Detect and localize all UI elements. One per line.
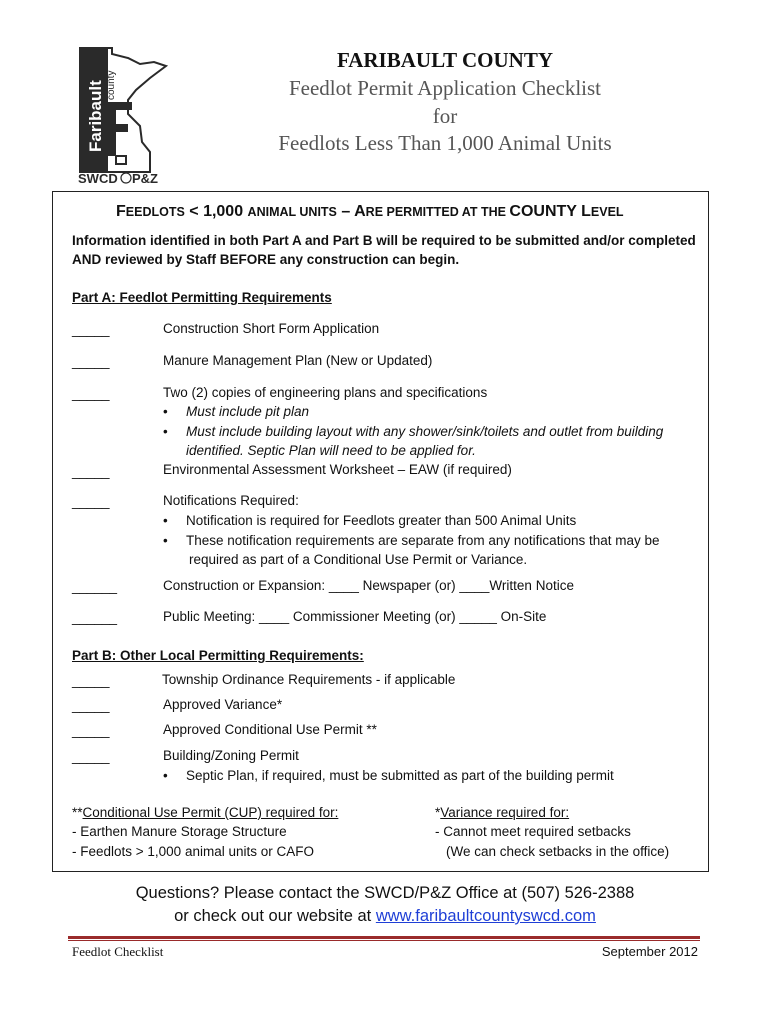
county-title: FARIBAULT COUNTY bbox=[336, 48, 554, 72]
bullet-notification-500: Notification is required for Feedlots greater than 500 Animal Units bbox=[186, 513, 577, 528]
blank-line[interactable]: _____ bbox=[72, 464, 110, 479]
item-eaw: Environmental Assessment Worksheet – EAW (if required) bbox=[163, 462, 512, 477]
part-b-title: Part B: Other Local Permitting Requirements: bbox=[72, 648, 364, 663]
logo-ampersand-circle bbox=[121, 173, 131, 183]
bullet-dot: • bbox=[163, 768, 168, 783]
bullet-dot: • bbox=[163, 424, 168, 439]
blank-line[interactable]: _____ bbox=[72, 723, 110, 738]
permit-level-heading: FEEDLOTS < 1,000 ANIMAL UNITS – ARE PERMITTED AT THE COUNTY LEVEL bbox=[116, 203, 624, 220]
logo-brand-text: Faribault bbox=[86, 80, 105, 152]
blank-line[interactable]: _____ bbox=[72, 749, 110, 764]
bullet-dot: • bbox=[163, 533, 168, 548]
bullet-dot: • bbox=[163, 513, 168, 528]
item-township-ordinance: Township Ordinance Requirements - if applicable bbox=[162, 672, 456, 687]
cup-note-earthen: - Earthen Manure Storage Structure bbox=[72, 824, 287, 839]
footer-date: September 2012 bbox=[601, 944, 698, 959]
item-approved-variance: Approved Variance* bbox=[163, 697, 283, 712]
item-building-zoning: Building/Zoning Permit bbox=[163, 748, 299, 763]
part-a-title: Part A: Feedlot Permitting Requirements bbox=[72, 290, 332, 305]
item-public-meeting: Public Meeting: ____ Commissioner Meeting (or) _____ On-Site bbox=[163, 609, 547, 624]
bullet-pit-plan: Must include pit plan bbox=[186, 404, 310, 419]
footer-rule bbox=[68, 936, 700, 939]
blank-line[interactable]: _____ bbox=[72, 354, 110, 369]
cup-note-title: **Conditional Use Permit (CUP) required for: bbox=[72, 805, 339, 820]
bullet-building-layout: Must include building layout with any shower/sink/toilets and outlet from building bbox=[186, 424, 664, 439]
logo-sub-text: county bbox=[106, 70, 117, 100]
intro-line-2: AND reviewed by Staff BEFORE any construction can begin. bbox=[72, 252, 460, 267]
website-link[interactable]: www.faribaultcountyswcd.com bbox=[375, 907, 596, 925]
intro-line-1: Information identified in both Part A and Part B will be required to be submitted and/or completed bbox=[72, 233, 696, 248]
variance-note-office: (We can check setbacks in the office) bbox=[446, 844, 670, 859]
item-construction-short-form: Construction Short Form Application bbox=[163, 321, 380, 336]
logo-org-text: SWCD bbox=[78, 171, 118, 186]
item-approved-cup: Approved Conditional Use Permit ** bbox=[163, 722, 377, 737]
bullet-notification-separate-cont: required as part of a Conditional Use Permit or Variance. bbox=[189, 552, 528, 567]
bullet-notification-separate: These notification requirements are separate from any notifications that may be bbox=[186, 533, 660, 548]
blank-line[interactable]: _____ bbox=[72, 673, 110, 688]
blank-line[interactable]: _____ bbox=[72, 494, 110, 509]
bullet-building-layout-cont: identified. Septic Plan will need to be applied for. bbox=[186, 443, 476, 458]
footer-left: Feedlot Checklist bbox=[72, 944, 164, 959]
title-feedlots-size: Feedlots Less Than 1,000 Animal Units bbox=[278, 131, 612, 155]
blank-line[interactable]: _____ bbox=[72, 698, 110, 713]
bullet-septic-plan: Septic Plan, if required, must be submitted as part of the building permit bbox=[186, 768, 614, 783]
blank-line[interactable]: _____ bbox=[72, 386, 110, 401]
item-engineering-plans: Two (2) copies of engineering plans and specifications bbox=[163, 385, 488, 400]
cup-note-feedlots: - Feedlots > 1,000 animal units or CAFO bbox=[72, 844, 314, 859]
blank-line[interactable]: _____ bbox=[72, 322, 110, 337]
item-construction-expansion: Construction or Expansion: ____ Newspaper (or) ____Written Notice bbox=[163, 578, 574, 593]
variance-note-title: *Variance required for: bbox=[435, 805, 570, 820]
faribault-county-logo bbox=[70, 44, 170, 186]
bullet-dot: • bbox=[163, 404, 168, 419]
title-checklist: Feedlot Permit Application Checklist bbox=[288, 76, 602, 100]
item-manure-management-plan: Manure Management Plan (New or Updated) bbox=[163, 353, 433, 368]
contact-line: Questions? Please contact the SWCD/P&Z Office at (507) 526-2388 bbox=[135, 884, 635, 902]
footer-rule-thin bbox=[68, 940, 700, 941]
title-for: for bbox=[432, 104, 458, 128]
item-notifications: Notifications Required: bbox=[163, 493, 299, 508]
website-line: or check out our website at www.faribaultcountyswcd.com bbox=[174, 907, 596, 925]
variance-note-setbacks: - Cannot meet required setbacks bbox=[435, 824, 631, 839]
logo-org2-text: P&Z bbox=[132, 171, 158, 186]
blank-line[interactable]: ______ bbox=[72, 579, 118, 594]
blank-line[interactable]: ______ bbox=[72, 610, 118, 625]
